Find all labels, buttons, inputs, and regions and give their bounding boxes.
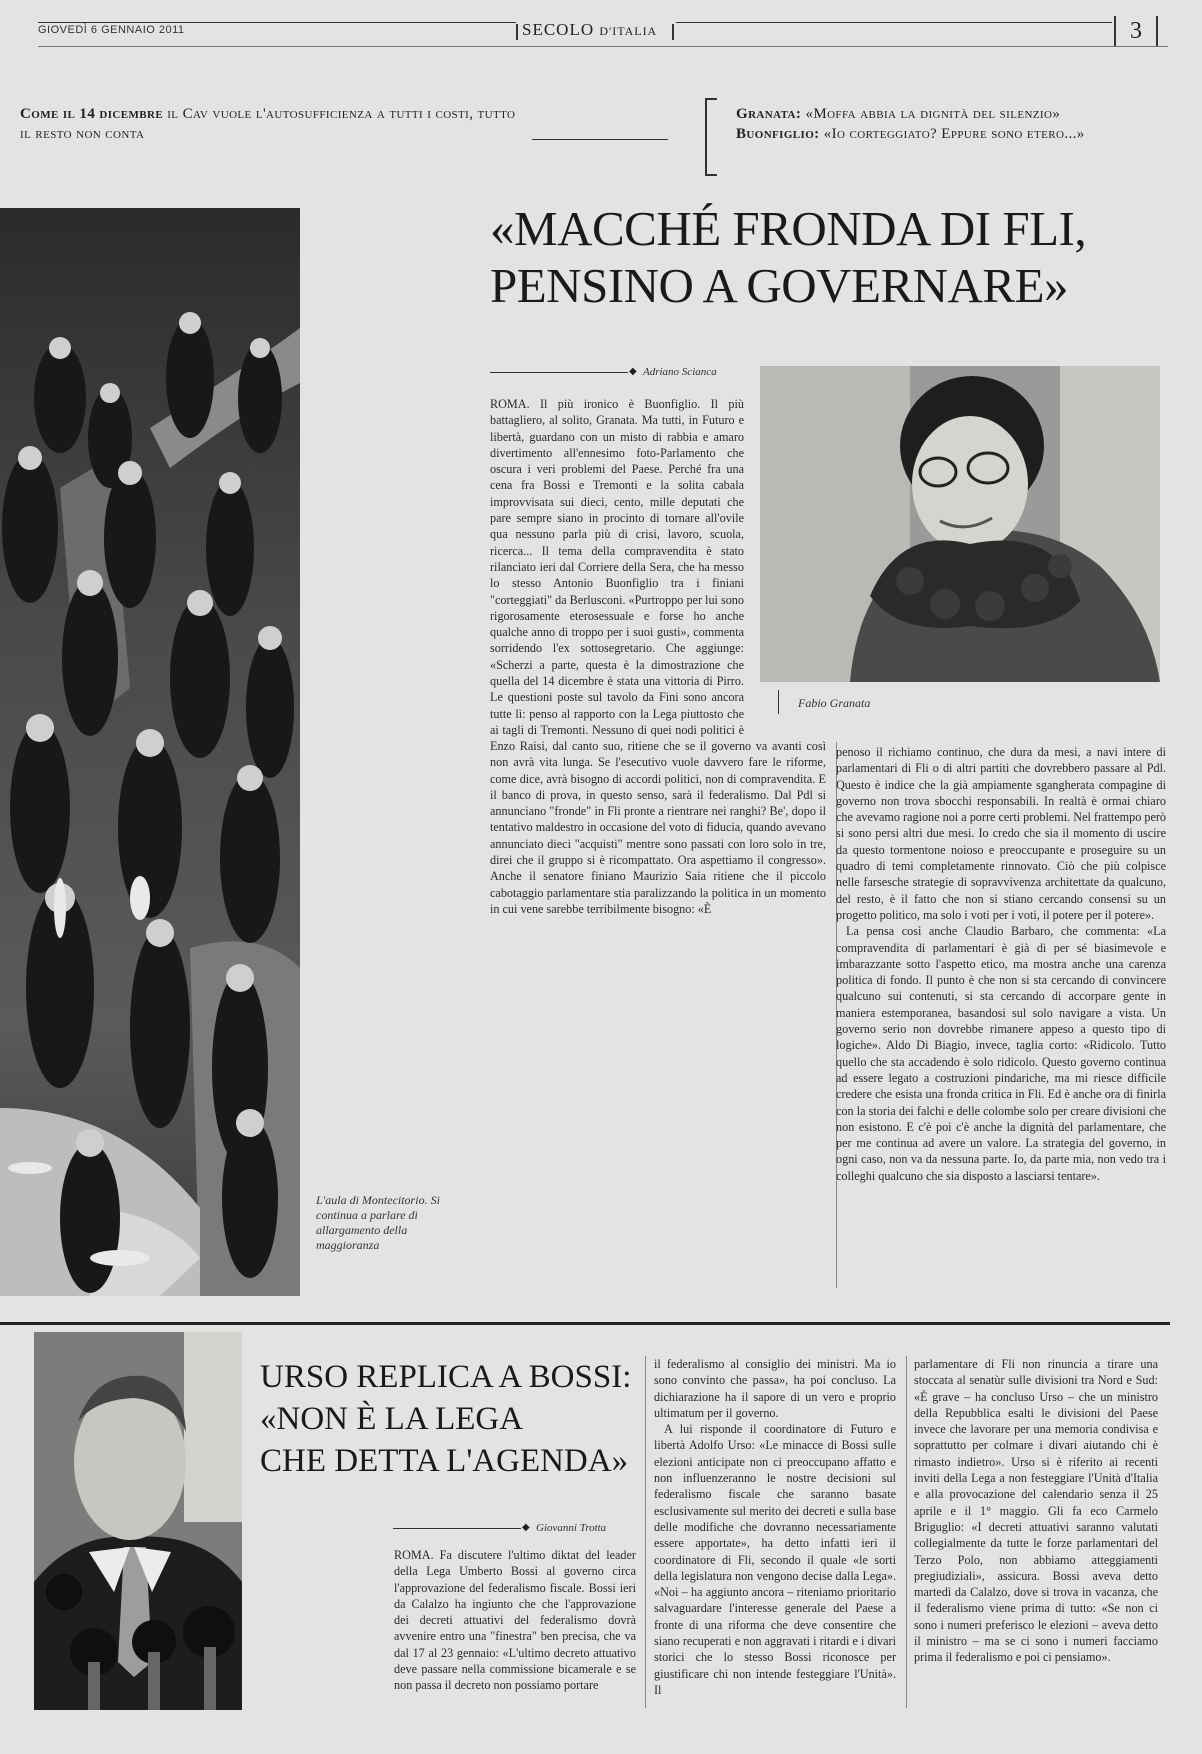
article1-col1-bottom	[490, 738, 826, 1294]
granata-photo-caption: Fabio Granata	[798, 696, 871, 710]
article2-col3	[914, 1356, 1158, 1708]
hall-photo-caption: L'aula di Montecitorio. Si continua a parlare di allargamento della maggioranza	[316, 1193, 440, 1252]
granata-photo-graphic	[760, 366, 1160, 682]
masthead-rule-right	[676, 22, 1112, 23]
kicker-right-line1	[736, 104, 1186, 124]
article1-col2-paragraph2: La pensa così anche Claudio Barbaro, che commenta: «La compravendita di parlamentari è già di per sé biasimevole e imbarazzante sotto l'aspetto etico, ma mostra anche una carenza politica di fondo. Il punto è che non si sta cercando di convincere qualcuno sui contenuti, si sta cercando di accorpare gente in maniera estemporanea, basandosi sul solo navigare a vista. Un governo serio non dovrebbe rimanere appeso a questo tipo di logiche». Aldo Di Biagio, invece, taglia corto: «Ridicolo. Tutto quello che sta accadendo è solo ridicolo. Questo governo continua ad essere legato a costruzioni pindariche, ma mi riesce difficile credere che esista una fronda critica in Fli. Ed è anche ora di finirla con la storia dei falchi e delle colombe solo per creare divisioni che non esistono. E c'è poi c'è anche la dignità del parlamentare, che per me continua ad avere un valore. La strategia del governo, in ogni caso, non va da nessuna parte. Io, da parte mia, non vedo tra i colleghi qualcuno che sia disposto a lasciarsi tentare».	[836, 924, 1166, 1183]
article1-col2	[836, 744, 1166, 1294]
article2-col2-paragraph1: il federalismo al consiglio dei ministri. Ma io sono convinto che passa», ha poi concluso. La dichiarazione ha il sapore di un vero e proprio ultimatum per il governo.	[654, 1357, 896, 1420]
kicker-right-bold2: Buonfiglio:	[736, 126, 820, 142]
byline2-rule	[393, 1528, 521, 1529]
article2-byline: Giovanni Trotta	[536, 1522, 607, 1534]
paper-sub: D'ITALIA	[599, 24, 658, 38]
article1-headline	[490, 200, 1180, 314]
article1-headline-line1: «MACCHÉ FRONDA DI FLI,	[490, 201, 1087, 256]
masthead-bottom-rule	[38, 46, 1168, 47]
article2-col2-paragraph2: A lui risponde il coordinatore di Futuro e libertà Adolfo Urso: «Le minacce di Bossi sulle elezioni anticipate non ci preoccupano affatto e non influenzeranno le nostre decisioni sul federalismo fiscale che saranno basate esclusivamente sul merito dei decreti e sulla base delle modifiche che dovranno necessariamente essere apportate», ha detto infatti ieri il coordinatore di Fli, secondo il quale «le sorti della legislatura non vengono decise dalla Lega». «Noi – ha aggiunto ancora – riteniamo prioritario salvaguardare l'interesse generale del Paese a fronte di una riforma che deve consentire che siano recuperati e non aggravati i ritardi e i divari storici che lo stesso Bossi riconosce per giustificare chi non intende festeggiare l'Unità». Il	[654, 1422, 896, 1697]
article2-col1-paragraph: ROMA. Fa discutere l'ultimo diktat del leader della Lega Umberto Bossi al governo circa l'approvazione del federalismo fiscale. Bossi ieri da Calalzo ha ingiunto che che l'approvazione dei decreti attuativi del federalismo dovrà avvenire entro una "finestra" ben precisa, che va dal 17 al 23 gennaio: «L'ultimo decreto attuativo deve passare nella commissione bicamerale e se non passa il decreto non possiamo portare	[394, 1548, 636, 1693]
kicker-bracket	[705, 98, 717, 176]
kicker-left-bold: Come il 14 dicembre	[20, 106, 164, 122]
article2-headline-line1: URSO REPLICA A BOSSI:	[260, 1359, 632, 1395]
article1-col1-paragraph3: Enzo Raisi, dal canto suo, ritiene che se il governo va avanti così non avrà vita lunga. Se l'esecutivo vuole davvero fare le riforme, come dice, avrà bisogno di accordi politici, non di compravendita. E il banco di prova, in questo senso, sarà il federalismo. Dal Pdl si annunciano "fronde" in Fli pronte a rientrare nei ranghi? Be', dopo il tentativo maldestro in occasione del voto di fiducia, quando avevano annunciato dieci "acquisti" mentre sono passati con loro solo in tre, direi che il gruppo si è ricompattato. Ora aspettiamo il congresso». Anche il senatore finiano Maurizio Saia ritiene che il piccolo cabotaggio parlamentare stia paralizzando la politica in un momento in cui vene sarebbe terribilmente bisogno: «È	[490, 739, 826, 916]
section-divider	[0, 1322, 1170, 1325]
montecitorio-photo-graphic	[0, 208, 300, 1296]
masthead-bracket-right	[672, 24, 674, 40]
byline1-rule	[490, 372, 628, 373]
byline1-diamond-icon: ◆	[629, 366, 637, 377]
masthead-rule-left	[38, 22, 516, 23]
kicker-right-line2	[736, 124, 1186, 144]
page-number: 3	[1114, 16, 1158, 46]
urso-photo-graphic	[34, 1332, 242, 1710]
masthead-bracket-left	[516, 24, 518, 40]
article1-col1-paragraph: ROMA. Il più ironico è Buonfiglio. Il più battagliero, al solito, Granata. Ma tutti, in Futuro e libertà, guardano con un misto di rabbia e amaro divertimento all'ennesimo foto-Parlamento che oscura i veri problemi del Paese. Perché fra una cena fra Bossi e Tremonti e la solita cabala improvvisata sui dieci, cento, mille deputati che pare sempre siano in procinto di tornare all'ovile qua nessuno parla più di crisi, lavoro, scuola, ricerca... Il tema della compravendita è stato rilanciato ieri dal Corriere della Sera, che ha messo lo stesso Antonio Buonfiglio tra i finiani "corteggiati" da Berlusconi. «Purtroppo per lui sono rigorosamente eterosessuale e forse ho anche qualche anno di troppo per i suoi gusti», commenta sorridendo l'ex sottosegretario. Che aggiunge: «Scherzi a parte, questa è la dimostrazione che quella del 14 dicembre è stata una vittoria di Pirro. Le questioni poste sul tavolo da Fini sono ancora tutte lì: penso al rapporto con la Lega piuttosto che ai tagli di Tremonti. Nessuno di quei nodi politici è	[490, 397, 744, 737]
article2-headline-line3: CHE DETTA L'AGENDA»	[260, 1443, 629, 1479]
byline2-diamond-icon: ◆	[522, 1522, 530, 1533]
kicker-right-text1: «Moffa abbia la dignità del silenzio»	[801, 106, 1061, 122]
article2-column-rule2	[906, 1356, 907, 1708]
kicker-right-bold1: Granata:	[736, 106, 802, 122]
masthead-paper-name	[522, 20, 657, 40]
article2-column-rule1	[645, 1356, 646, 1708]
montecitorio-photo	[0, 208, 300, 1296]
kicker-divider	[532, 139, 668, 140]
article2-col2	[654, 1356, 896, 1708]
article2-headline	[260, 1356, 680, 1482]
kicker-right-text2: «Io corteggiato? Eppure sono etero...»	[819, 126, 1085, 142]
photo-caption-rule	[778, 690, 779, 714]
urso-photo	[34, 1332, 242, 1710]
paper-name: SECOLO	[522, 20, 595, 39]
article1-headline-line2: PENSINO A GOVERNARE»	[490, 258, 1069, 313]
kicker-left	[20, 104, 520, 144]
article1-byline: Adriano Scianca	[643, 366, 717, 378]
article2-col1	[394, 1547, 636, 1709]
granata-photo	[760, 366, 1160, 682]
kicker-right	[736, 104, 1186, 144]
article1-col1-top	[490, 396, 744, 738]
masthead-date: GIOVEDÌ 6 GENNAIO 2011	[38, 24, 185, 36]
article2-col3-paragraph: parlamentare di Fli non rinuncia a tirare una stoccata al senatùr sulle divisioni tra Nord e Sud: «È grave – ha concluso Urso – che un ministro della Repubblica esalti le divisioni del Paese invece che lavorare per una memoria condivisa e soprattutto per colmare i divari aiutando chi è rimasto indietro». Urso si è riferito ai recenti inviti della Lega a non festeggiare l'Unità d'Italia e alla provocazione del calendario senza il 25 aprile e il 1° maggio. Gli fa eco Carmelo Briguglio: «I decreti attuativi saranno valutati collegialmente da tutte le forze parlamentari del Terzo Polo, non abbiamo atteggiamenti pregiudiziali», assicura. Bossi aveva detto martedì da Calalzo, dove si trova in vacanza, che il federalismo viene prima di tutto: «Se non ci sono i numeri preferisco le elezioni – aveva detto il ministro – ma se ci sono i numeri facciamo prima il federalismo e poi ci pensiamo».	[914, 1357, 1158, 1665]
kicker-left-text: il Cav vuole l'autosufficienza a tutti i costi, tutto il resto non conta	[20, 106, 516, 142]
article2-headline-line2: «NON È LA LEGA	[260, 1401, 524, 1437]
article1-col2-paragraph1: penoso il richiamo continuo, che dura da mesi, a navi intere di parlamentari di Fli o di altri partiti che dovrebbero passare al Pdl. Questo è indice che la già ampiamente sgangherata compagine di governo non trova sbocchi responsabili. In realtà è ormai chiaro che avevamo ragione noi a porre certi problemi. Nel frattempo però si sono persi altri due mesi. Io credo che sia il momento di uscire da questo tormentone noioso e preoccupante e proseguire su un quadro di temi completamente rinnovato. Ciò che più colpisce nelle farsesche strategie di sopravvivenza architettate da qualcuno, del resto, è il fatto che non si stiano cercando consensi su un progetto politico, ma solo i voti per i voti, il potere per il potere».	[836, 745, 1166, 922]
